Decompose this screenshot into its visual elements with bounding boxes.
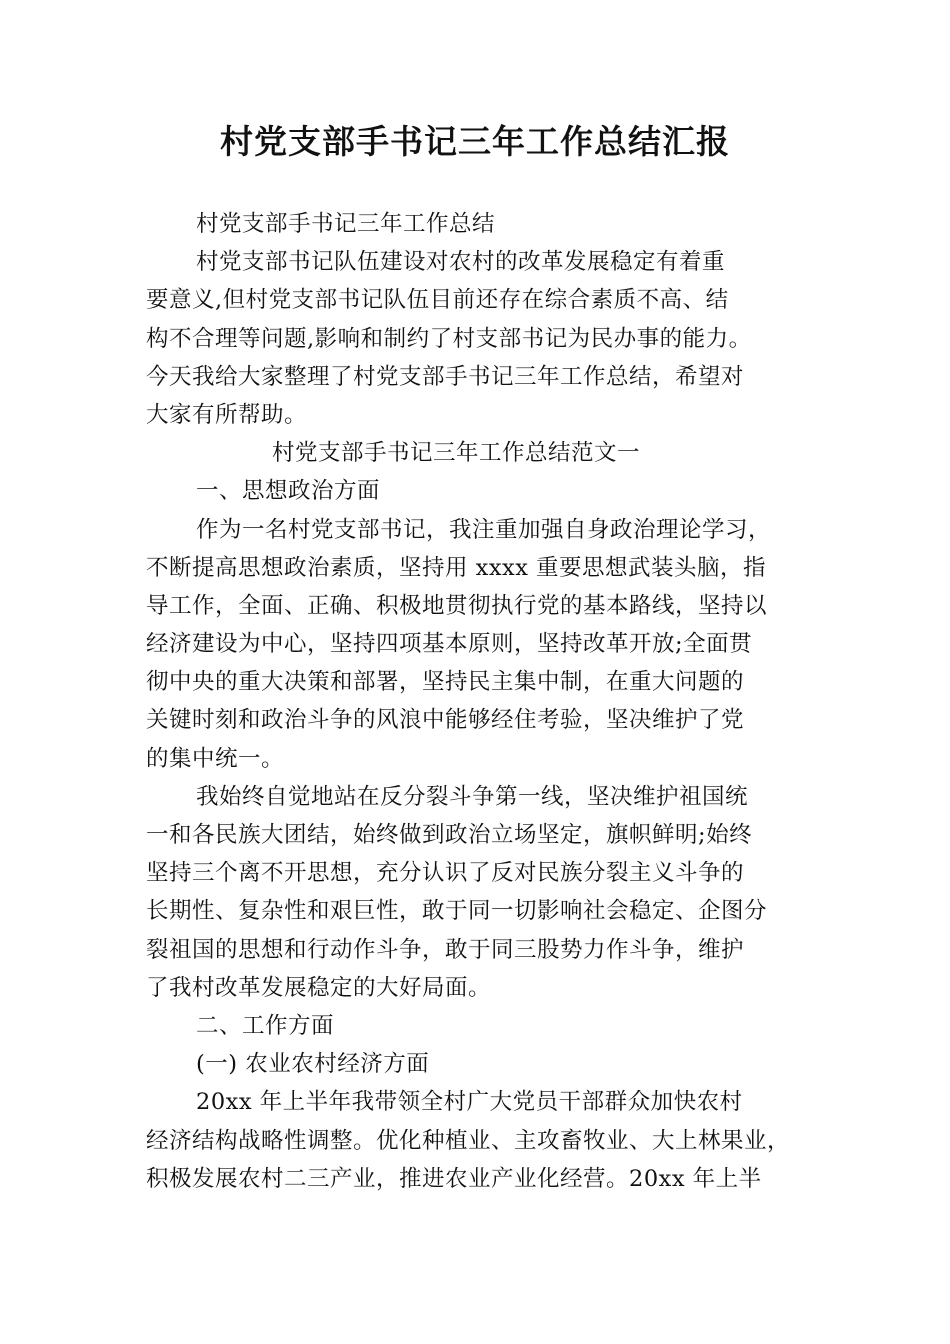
body-line: 关键时刻和政治斗争的风浪中能够经住考验，坚决维护了党: [146, 707, 745, 734]
body-line: 大家有所帮助。: [146, 401, 308, 428]
body-line: 作为一名村党支部书记，我注重加强自身政治理论学习，: [196, 516, 772, 543]
body-line: 村党支部手书记三年工作总结范文一: [272, 440, 641, 467]
body-line: 长期性、复杂性和艰巨性，敢于同一切影响社会稳定、企图分: [146, 898, 768, 925]
body-line: 村党支部手书记三年工作总结: [196, 211, 496, 237]
body-line: (一) 农业农村经济方面: [196, 1051, 430, 1078]
body-line: 一、思想政治方面: [196, 478, 381, 505]
body-line: 构不合理等问题,影响和制约了村支部书记为民办事的能力。: [146, 325, 752, 352]
body-line: 经济结构战略性调整。优化种植业、主攻畜牧业、大上林果业，: [146, 1127, 791, 1154]
body-line: 彻中央的重大决策和部署，坚持民主集中制，在重大问题的: [146, 669, 745, 696]
document-title: 村党支部手书记三年工作总结汇报: [220, 122, 730, 161]
body-line: 我始终自觉地站在反分裂斗争第一线，坚决维护祖国统: [196, 783, 749, 810]
body-line: 二、工作方面: [196, 1012, 335, 1039]
body-line: 裂祖国的思想和行动作斗争，敢于同三股势力作斗争，维护: [146, 936, 745, 963]
body-line: 积极发展农村二三产业，推进农业产业化经营。20xx 年上半: [146, 1165, 762, 1192]
body-line: 20xx 年上半年我带领全村广大党员干部群众加快农村: [196, 1089, 743, 1116]
body-line: 今天我给大家整理了村党支部手书记三年工作总结，希望对: [146, 363, 745, 390]
body-line: 的集中统一。: [146, 745, 285, 772]
body-line: 村党支部书记队伍建设对农村的改革发展稳定有着重: [196, 249, 726, 276]
body-line: 经济建设为中心，坚持四项基本原则，坚持改革开放;全面贯: [146, 631, 753, 658]
body-line: 坚持三个离不开思想，充分认识了反对民族分裂主义斗争的: [146, 860, 745, 887]
body-line: 要意义,但村党支部书记队伍目前还存在综合素质不高、结: [146, 287, 729, 314]
body-line: 了我村改革发展稳定的大好局面。: [146, 974, 492, 1001]
body-line: 一和各民族大团结，始终做到政治立场坚定，旗帜鲜明;始终: [146, 822, 753, 848]
body-line: 不断提高思想政治素质，坚持用 xxxx 重要思想武装头脑，指: [146, 554, 767, 581]
document-body: [146, 205, 826, 1198]
body-line: 导工作，全面、正确、积极地贯彻执行党的基本路线，坚持以: [146, 592, 768, 619]
